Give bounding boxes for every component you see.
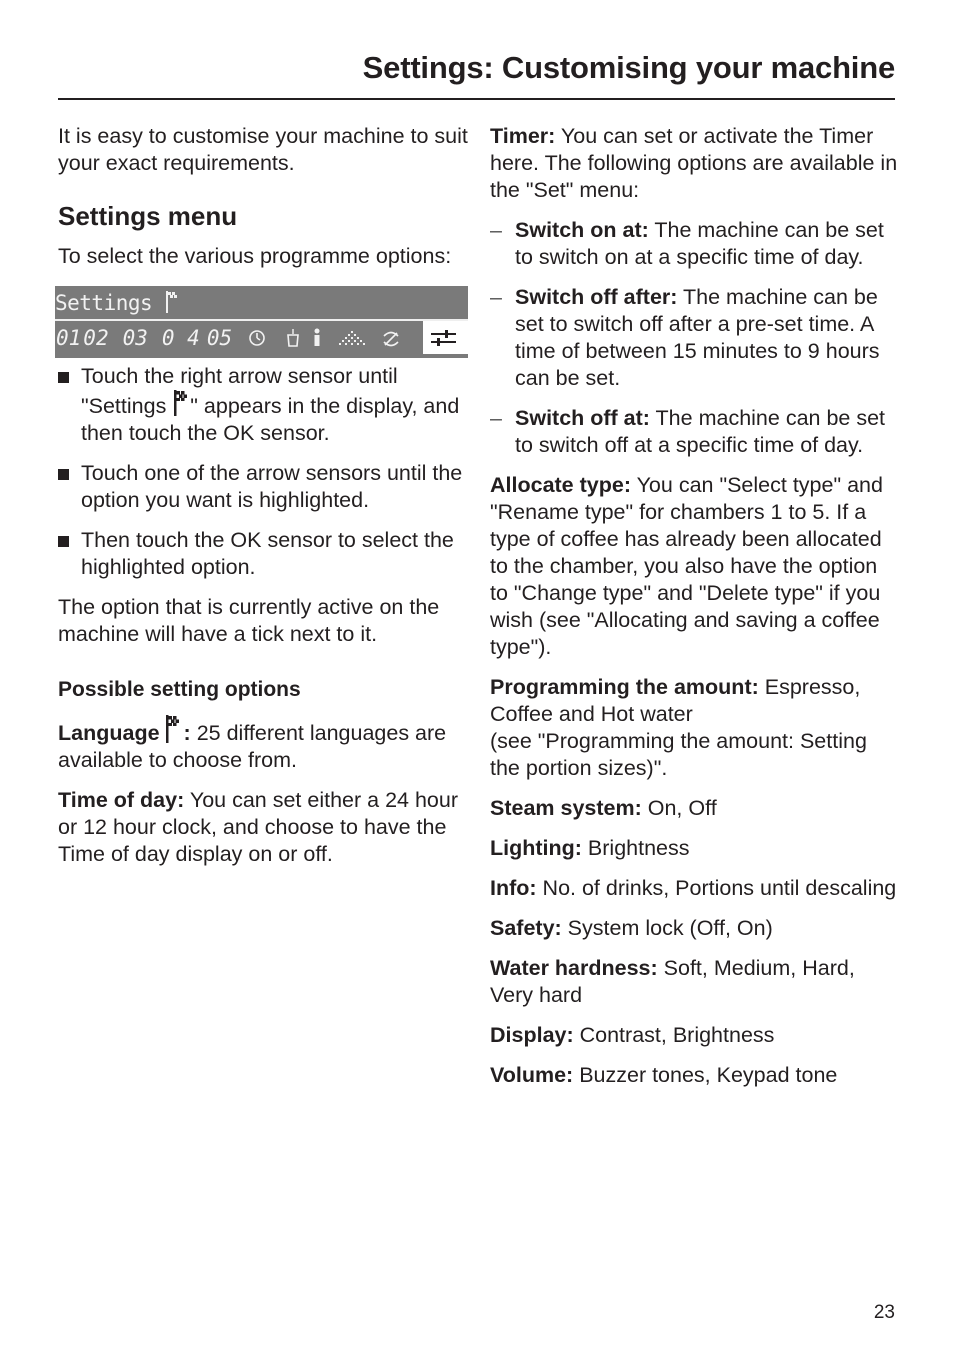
option-label: Display: — [490, 1023, 574, 1047]
instruction-list — [58, 363, 470, 581]
option-text: The machine can be set to switch off at a specific time of day. — [515, 406, 886, 457]
option-water-hardness — [490, 955, 900, 1009]
settings-sliders-icon — [423, 321, 468, 354]
display-option: 01 — [56, 326, 82, 350]
page-title: Settings: Customising your machine — [362, 50, 895, 85]
intro-text: It is easy to customise your machine to suit your exact requirements. — [58, 124, 468, 175]
lighting-icon — [336, 323, 370, 353]
timer-option-item — [490, 405, 900, 459]
option-allocate-type — [490, 472, 900, 661]
option-text: You can set or activate the Timer here. The following options are available in the "Set" menu: — [490, 124, 898, 202]
option-lighting — [490, 835, 900, 862]
option-text: Buzzer tones, Keypad tone — [573, 1063, 838, 1087]
option-label: Language — [58, 721, 160, 745]
flag-icon — [164, 715, 184, 743]
option-label: Safety: — [490, 916, 562, 940]
possible-options-heading: Possible setting options — [58, 678, 301, 701]
timer-icon — [246, 323, 268, 353]
option-language — [58, 715, 470, 774]
option-text: Brightness — [581, 836, 690, 860]
option-label: Water hardness: — [490, 956, 658, 980]
flag-icon — [164, 291, 180, 313]
right-column — [490, 123, 900, 1102]
option-text: 25 different languages are available to choose from. — [58, 721, 447, 772]
display-title — [55, 288, 180, 318]
option-label-colon: : — [183, 721, 191, 745]
option-text: (see "Programming the amount: Setting the portion sizes)". — [490, 729, 867, 780]
option-text: The machine can be set to switch off after a pre-set time. A time of between 15 minutes to 9 hours can be set. — [515, 285, 880, 390]
timer-option-item — [490, 217, 900, 271]
left-column — [55, 123, 470, 881]
option-label: Timer: — [490, 124, 556, 148]
option-safety — [490, 915, 900, 942]
display-illustration — [55, 286, 468, 358]
instruction-text: " appears in the display, and then touch the OK sensor. — [81, 394, 460, 445]
option-label: Lighting: — [490, 836, 582, 860]
info-icon — [310, 323, 324, 353]
active-option-note: The option that is currently active on the machine will have a tick next to it. — [58, 595, 440, 646]
display-option: 02 — [83, 326, 109, 350]
display-options-row — [55, 323, 402, 353]
display-option: 0 4 — [161, 326, 200, 350]
display-title-text: Settings — [55, 291, 153, 315]
instruction-item — [58, 363, 470, 447]
option-info — [490, 875, 900, 902]
option-label: Switch off after: — [515, 285, 678, 309]
option-text: You can "Select type" and "Rename type" for chambers 1 to 5. If a type of coffee has already been allocated to the chamber, you also have the option to "Change type" and "Delete type" if you wish (see "Allocating and saving a coffee type"). — [490, 473, 883, 659]
display-option: 05 — [206, 326, 233, 350]
option-text: No. of drinks, Portions until descaling — [536, 876, 897, 900]
option-text: On, Off — [641, 796, 717, 820]
option-label: Info: — [490, 876, 537, 900]
settings-selected-icon-box — [422, 321, 468, 354]
option-label: Allocate type: — [490, 473, 631, 497]
option-label: Switch on at: — [515, 218, 649, 242]
descale-icon — [380, 323, 402, 353]
timer-option-item — [490, 284, 900, 392]
option-label: Time of day: — [58, 788, 185, 812]
option-text: Contrast, Brightness — [573, 1023, 775, 1047]
option-text: Soft, Medium, Hard, Very hard — [490, 956, 855, 1007]
display-bottom-rule — [55, 356, 468, 358]
select-instruction: To select the various programme options: — [58, 244, 452, 268]
display-option: 03 — [122, 326, 148, 350]
option-label: Volume: — [490, 1063, 574, 1087]
option-steam-system — [490, 795, 900, 822]
option-programming-amount — [490, 674, 900, 782]
cup-icon — [284, 323, 302, 353]
settings-menu-heading: Settings menu — [58, 201, 238, 231]
timer-options-list — [490, 217, 900, 459]
option-text: Espresso, Coffee and Hot water — [490, 675, 861, 726]
option-label: Switch off at: — [515, 406, 650, 430]
option-text: The machine can be set to switch on at a specific time of day. — [515, 218, 884, 269]
flag-icon — [172, 390, 190, 416]
option-timer — [490, 123, 900, 204]
page-number: 23 — [873, 1302, 895, 1323]
instruction-item: Then touch the OK sensor to select the highlighted option. — [58, 527, 470, 581]
title-rule — [58, 98, 895, 100]
option-volume — [490, 1062, 900, 1089]
option-text: You can set either a 24 hour or 12 hour clock, and choose to have the Time of day display on or off. — [58, 788, 458, 866]
option-text: System lock (Off, On) — [561, 916, 773, 940]
option-display — [490, 1022, 900, 1049]
instruction-item: Touch one of the arrow sensors until the option you want is highlighted. — [58, 460, 470, 514]
display-divider — [55, 319, 468, 321]
option-label: Programming the amount: — [490, 675, 759, 699]
option-label: Steam system: — [490, 796, 642, 820]
instruction-text: Touch the right arrow sensor until "Settings — [81, 364, 398, 418]
option-time-of-day — [58, 787, 470, 868]
